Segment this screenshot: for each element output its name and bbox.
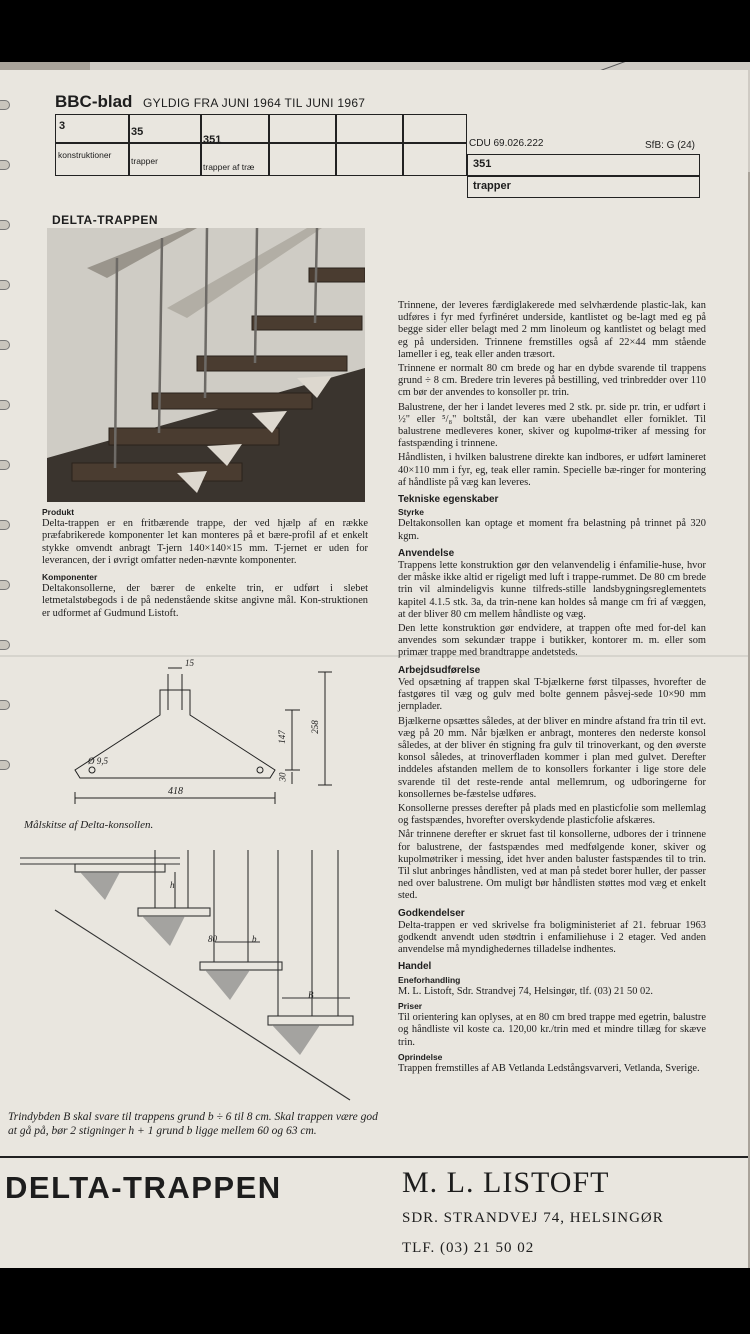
styrke-heading: Styrke (398, 507, 424, 518)
code-35-label: trapper (131, 156, 158, 166)
priser-text: Til orientering kan oplyses, at en 80 cm bred trappe med egetrin, balustre og håndliste vil koste ca. 120,00 kr./trin med et mindre tillæg for skæve trin. (398, 1012, 706, 1048)
label-80: 80 (208, 934, 217, 944)
sfb-label: SfB: G (24) (645, 140, 696, 151)
stair-sketch (20, 850, 370, 1105)
komponenter-heading: Komponenter (42, 572, 98, 583)
styrke-text: Deltakonsollen kan optage et moment fra belastning på trinnet på 320 kgm. (398, 518, 706, 542)
dim-15: 15 (185, 658, 194, 668)
page-title: DELTA-TRAPPEN (52, 213, 159, 227)
box-label: trapper (473, 180, 511, 192)
arbejdsudforelse-heading: Arbejdsudførelse (398, 664, 481, 676)
footer-address: SDR. STRANDVEJ 74, HELSINGØR (402, 1210, 664, 1226)
anvendelse-text-2: Den lette konstruktion gør endvidere, at trappen ofte med for-del kan anvendes som sekundær trappe i butikker, kontorer m. m. eller som primær trappe med brandtrappe andetsteds. (398, 623, 706, 659)
baluster-text: Balustrene, der her i landet leveres med 2 stk. pr. side pr. trin, er udført i ½" eller ⁵/₈" boltstål, der kan være ubehandlet eller forniklet. Til balustrene medleveres koner, skiver og kupolmø-triker af messing for fastspænding i trinnene. (398, 401, 706, 450)
arbejd-text-3: Konsollerne presses derefter på plads med en plasticfolie som mellemlag og fastspændes, hvorefter overskydende plasticfolie afskæres. (398, 802, 706, 827)
cdu-label: CDU 69.026.222 (469, 138, 544, 149)
arbejd-text-2: Bjælkerne opsættes således, at der bliver en mindre afstand fra trin til evt. væg på 20 mm. Når bjælken er anbragt, monteres den nederste konsol således, at der bliver én stigning fra gulv til trinoverkant, og den øverste konsol således, at trinoverfladen kommer i plan med gulvet. Derefter inddeles afstanden mellem de to konsollers forkanter i lige store dele svarende til det reste-rende antal mellemrum, og udboringerne for konsollernes be-fæstelse udføres. (398, 715, 706, 800)
arbejd-text-4: Når trinnene derefter er skruet fast til konsollerne, udbores der i trinnene for balustrene, der fastspændes med medfølgende koner, skiver og kupolmøtriker i messing, idet hver anden baluster fastspændes til to trin. Til slut anbringes håndlisten, ved at man på stedet borer huller, der passer ned over balustrene. Om muligt bør håndlisten støttes mod væg et enkelt sted. (398, 829, 706, 902)
code-35: 35 (131, 126, 144, 138)
trin-text: Trinnene, der leveres færdiglakerede med selvhærdende plastic-lak, kan udføres i fyr med fyrfinéret underside, kantlistet og be-lagt med eg på begge sider eller belagt med 2 mm linoleum og kantlistet og belagt med eg på undersiden. Trinnene fremstilles også af 22×44 mm stående lameller i eg, teak eller anden træsort. (398, 300, 706, 360)
arbejd-text-1: Ved opsætning af trappen skal T-bjælkerne først tilpasses, hvorefter de fastgøres til væg og gulv med bolte gennem påsvej-sede 10×90 mm jernplader. (398, 676, 706, 713)
code-3-label: konstruktioner (58, 150, 112, 160)
right-column (398, 300, 706, 1077)
label-B: B (308, 990, 314, 1000)
oprindelse-text: Trappen fremstilles af AB Vetlanda Ledstångsvarveri, Vetlanda, Sverige. (398, 1062, 700, 1074)
footer-company: M. L. LISTOFT (402, 1166, 610, 1199)
priser-heading: Priser (398, 1000, 423, 1011)
dim-418: 418 (168, 786, 183, 797)
bracket-caption: Målskitse af Delta-konsollen. (24, 819, 154, 831)
code-351-label: trapper af træ (203, 162, 255, 172)
produkt-heading: Produkt (42, 507, 75, 517)
classification-grid (55, 114, 700, 196)
godkendelser-heading: Godkendelser (398, 907, 465, 919)
brand-label: BBC-blad (55, 92, 133, 111)
dim-147: 147 (276, 730, 287, 744)
label-h: h (170, 880, 175, 890)
tekniske-heading: Tekniske egenskaber (398, 494, 499, 506)
stair-caption: Trindybden B skal svare til trappens grund b ÷ 6 til 8 cm. Skal trappen være god at gå på, bør 2 stigninger h + 1 grund b ligge mellem 60 og 63 cm. (8, 1111, 378, 1137)
binder-holes (0, 100, 14, 1200)
bracket-sketch (60, 660, 360, 820)
anvendelse-heading: Anvendelse (398, 547, 455, 559)
dim-30: 30 (277, 772, 288, 782)
validity-label: GYLDIG FRA JUNI 1964 TIL JUNI 1967 (143, 96, 366, 110)
handel-heading: Handel (398, 961, 432, 973)
staircase-photo (47, 228, 365, 502)
oprindelse-heading: Oprindelse (398, 1051, 443, 1062)
left-column (42, 506, 368, 622)
handliste-text: Håndlisten, i hvilken balustrene direkte kan indbores, er udført lamineret 40×110 mm i fyr, eg, teak eller ramin. Specielle bæ-ringer for montering af håndliste på væg kan leveres. (398, 452, 706, 488)
label-b: b (252, 934, 257, 944)
code-3: 3 (59, 120, 66, 132)
trin-size-text: Trinnene er normalt 80 cm brede og har en dybde svarende til trappens grund ÷ 8 cm. Bredere trin leveres på bestilling, ved trinbredder over 110 cm bør der anvendes to konsoller pr. trin. (398, 363, 706, 399)
code-351: 351 (203, 134, 222, 146)
eneforhandling-heading: Eneforhandling (398, 974, 461, 985)
anvendelse-text-1: Trappens lette konstruktion gør den velanvendelig i énfamilie-huse, hvor der måske ikke altid er rigeligt med luft i trappe-rummet. De 80 cm brede trin vil almindeligvis kunne tilfreds-stille landsbygningsreglementets kapitel 4.1.5 stk. 3a, da trin-nene kan holdes så mange cm fri af væggen, at der bliver 80 cm mellem håndliste og væg. (398, 560, 706, 620)
eneforhandling-text: M. L. Listoft, Sdr. Strandvej 74, Helsingør, tlf. (03) 21 50 02. (398, 985, 654, 997)
komponenter-text: Deltakonsollerne, der bærer de enkelte trin, er udført i slebet letmetalstøbegods i de på nedenstående skitse angivne mål. Kon-struktionen er udformet af Gudmund Listoft. (42, 583, 368, 619)
dim-258: 258 (309, 720, 320, 734)
footer-rule (0, 1156, 748, 1158)
godkendelser-text: Delta-trappen er ved skrivelse fra boligministeriet af 21. februar 1963 godkendt anvendt uden stødtrin i enfamiliehuse i 2 etager. Ved anden anvendelse må myndighedernes tilladelse indhentes. (398, 919, 706, 956)
produkt-text: Delta-trappen er en fritbærende trappe, der ved hjælp af en række præfabrikerede komponenter let kan monteres på et bære-profil af et enkelt stykke omvendt anbragt T-jern 140×140×15 mm. T-jernet er uden for leverancen, der i øvrigt omfatter neden-nævnte komponenter. (42, 518, 368, 566)
photo-background (0, 62, 750, 1268)
footer-phone: TLF. (03) 21 50 02 (402, 1240, 535, 1256)
dim-hole: Ø 9,5 (88, 756, 108, 766)
document-sheet (0, 70, 748, 1268)
box-number: 351 (473, 158, 492, 170)
footer-product: DELTA-TRAPPEN (5, 1170, 282, 1205)
